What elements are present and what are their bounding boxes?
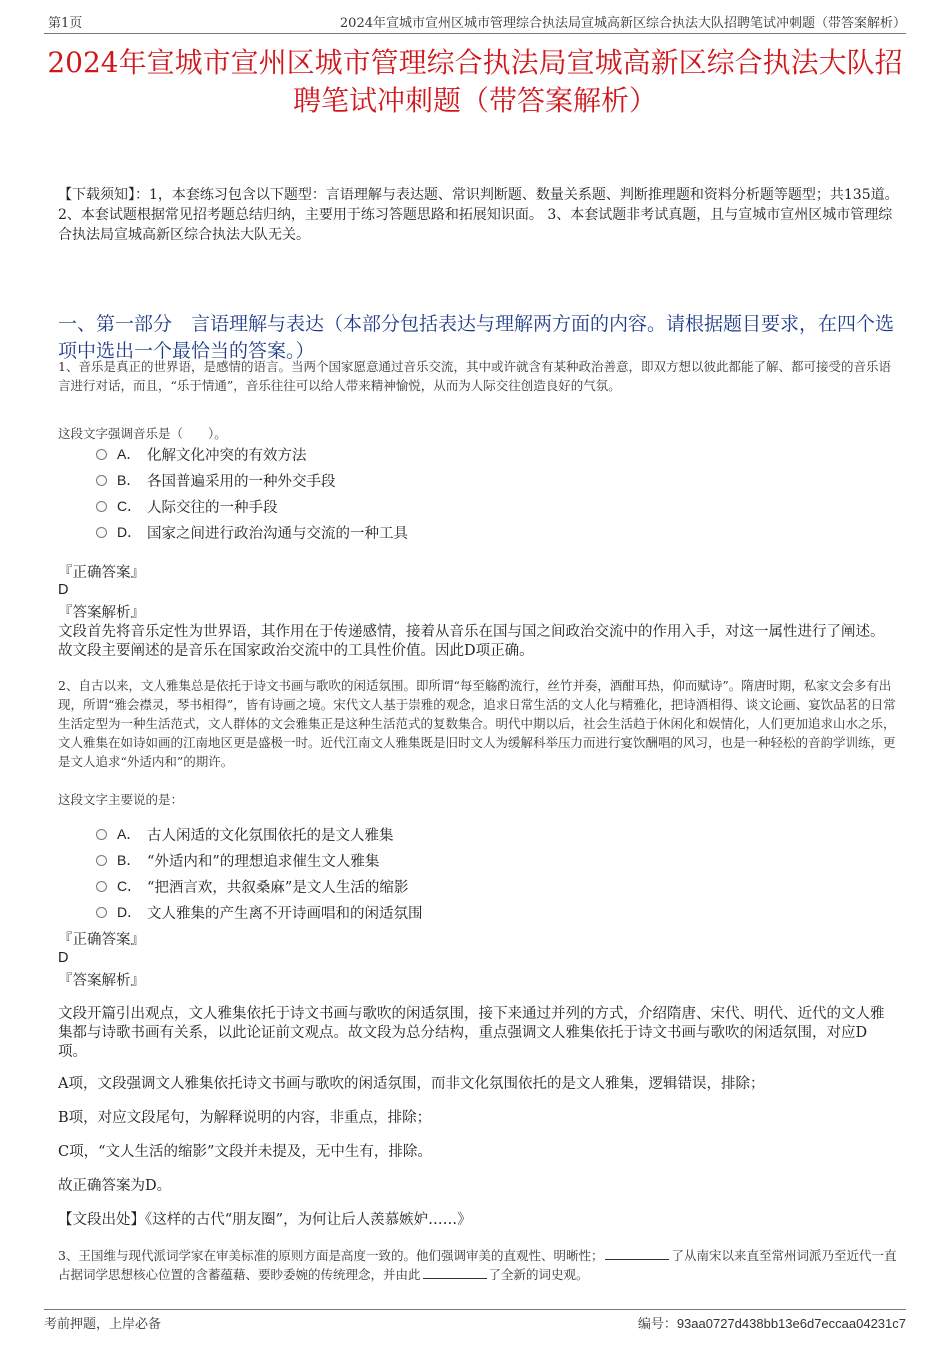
question-2-option-c[interactable]: C． “把酒言欢，共叙桑麻”是文人生活的缩影 — [96, 873, 900, 899]
question-2-prompt: 这段文字主要说的是： — [58, 792, 184, 807]
question-2-note-c: C项，“文人生活的缩影”文段并未提及，无中生有，排除。 — [58, 1144, 432, 1160]
radio-icon[interactable] — [96, 907, 107, 918]
question-1-answer: D — [58, 582, 69, 598]
question-1-option-c[interactable]: C． 人际交往的一种手段 — [96, 493, 900, 519]
question-2-option-b[interactable]: B． “外适内和”的理想追求催生文人雅集 — [96, 847, 900, 873]
question-2-answer: D — [58, 950, 69, 966]
radio-icon[interactable] — [96, 501, 107, 512]
radio-icon[interactable] — [96, 855, 107, 866]
radio-icon[interactable] — [96, 829, 107, 840]
question-2-source: 【文段出处】《这样的古代“朋友圈”，为何让后人羡慕嫉妒……》 — [58, 1212, 472, 1228]
footer-divider — [44, 1309, 906, 1310]
fill-blank[interactable] — [605, 1246, 669, 1260]
question-1-answer-label: 『正确答案』 — [58, 565, 145, 581]
question-2-options — [96, 821, 900, 925]
question-2-analysis-label: 『答案解析』 — [58, 973, 145, 989]
footer-code: 编号：93aa0727d438bb13e6d7eccaa04231c7 — [637, 1316, 906, 1332]
fill-blank[interactable] — [423, 1265, 487, 1279]
radio-icon[interactable] — [96, 527, 107, 538]
question-1-option-b[interactable]: B． 各国普遍采用的一种外交手段 — [96, 467, 900, 493]
page-number: 第1页 — [48, 16, 83, 31]
question-1-option-a[interactable]: A． 化解文化冲突的有效方法 — [96, 441, 900, 467]
question-1-stem: 1、音乐是真正的世界语，是感情的语言。当两个国家愿意通过音乐交流，其中或许就含有某种政治善意，即双方想以彼此都能了解、都可接受的音乐语言进行对话，而且，“乐于情通”，音乐往往可以给人带来精神愉悦，从而为人际交往创造良好的气氛。 — [58, 359, 891, 393]
question-1-analysis-label: 『答案解析』 — [58, 605, 145, 621]
header-divider — [44, 33, 906, 34]
question-1-analysis: 文段首先将音乐定性为世界语，其作用在于传递感情，接着从音乐在国与国之间政治交流中的作用入手，对这一属性进行了阐述。故文段主要阐述的是音乐在国家政治交流中的工具性价值。因此D项正确。 — [58, 624, 885, 659]
page-title: 2024年宣城市宣州区城市管理综合执法局宣城高新区综合执法大队招聘笔试冲刺题（带答案解析） — [47, 46, 903, 117]
radio-icon[interactable] — [96, 881, 107, 892]
question-1-options — [96, 441, 900, 545]
question-2-answer-label: 『正确答案』 — [58, 932, 145, 948]
question-2-analysis: 文段开篇引出观点，文人雅集依托于诗文书画与歌吹的闲适氛围，接下来通过并列的方式，介绍隋唐、宋代、明代、近代的文人雅集都与诗歌书画有关系，以此论证前文观点。故文段为总分结构，重点强调文人雅集依托于诗文书画与歌吹的闲适氛围，对应D项。 — [58, 1006, 885, 1060]
question-1-option-d[interactable]: D． 国家之间进行政治沟通与交流的一种工具 — [96, 519, 900, 545]
question-3-stem: 3、王国维与现代派词学家在审美标准的原则方面是高度一致的。他们强调审美的直观性、明晰性； 了从南宋以来直至常州词派乃至近代一直占据词学思想核心位置的含蓄蕴藉、要眇委婉的传统理念，并由此 了全新的词史观。 — [58, 1248, 897, 1282]
question-2-note-b: B项，对应文段尾句，为解释说明的内容，非重点，排除； — [58, 1110, 432, 1126]
download-notice: 【下载须知】：1，本套练习包含以下题型：言语理解与表达题、常识判断题、数量关系题、判断推理题和资料分析题等题型；共135道。 2、本套试题根据常见招考题总结归纳，主要用于练习答题思路和拓展知识面。 3、本套试题非考试真题，且与宣城市宣州区城市管理综合执法局宣城高新区综合执法大队无关。 — [58, 187, 899, 243]
running-header-title: 2024年宣城市宣州区城市管理综合执法局宣城高新区综合执法大队招聘笔试冲刺题（带答案解析） — [339, 16, 906, 31]
question-2-stem: 2、自古以来，文人雅集总是依托于诗文书画与歌吹的闲适氛围。即所谓“每至觞酌流行，丝竹并奏，酒酣耳热，仰而赋诗”。隋唐时期，私家文会多有出现，所谓“雅会襟灵，琴书相得”，皆有诗画之境。宋代文人基于崇雅的观念，追求日常生活的文人化与精雅化，把诗酒相得、谈文论画、宴饮品茗的日常生活定型为一种生活范式，文人群体的文会雅集正是这种生活范式的复数集合。明代中期以后，社会生活趋于休闲化和娱情化，人们更加追求山水之乐，文人雅集在如诗如画的江南地区更是盛极一时。近代江南文人雅集既是旧时文人为缓解科举压力而进行宴饮酬唱的风习，也是一种轻松的音韵学训练，更是文人追求“外适内和”的期许。 — [58, 678, 896, 769]
question-2-option-a[interactable]: A． 古人闲适的文化氛围依托的是文人雅集 — [96, 821, 900, 847]
footer-slogan: 考前押题，上岸必备 — [44, 1317, 162, 1332]
question-2-note-a: A项，文段强调文人雅集依托诗文书画与歌吹的闲适氛围，而非文化氛围依托的是文人雅集，逻辑错误，排除； — [58, 1076, 765, 1092]
radio-icon[interactable] — [96, 449, 107, 460]
radio-icon[interactable] — [96, 475, 107, 486]
question-2-conclusion: 故正确答案为D。 — [58, 1178, 172, 1194]
question-1-prompt: 这段文字强调音乐是（ ）。 — [58, 426, 227, 441]
section-heading: 一、第一部分 言语理解与表达（本部分包括表达与理解两方面的内容。请根据题目要求，在四个选项中选出一个最恰当的答案。） — [58, 313, 895, 362]
question-2-option-d[interactable]: D． 文人雅集的产生离不开诗画唱和的闲适氛围 — [96, 899, 900, 925]
